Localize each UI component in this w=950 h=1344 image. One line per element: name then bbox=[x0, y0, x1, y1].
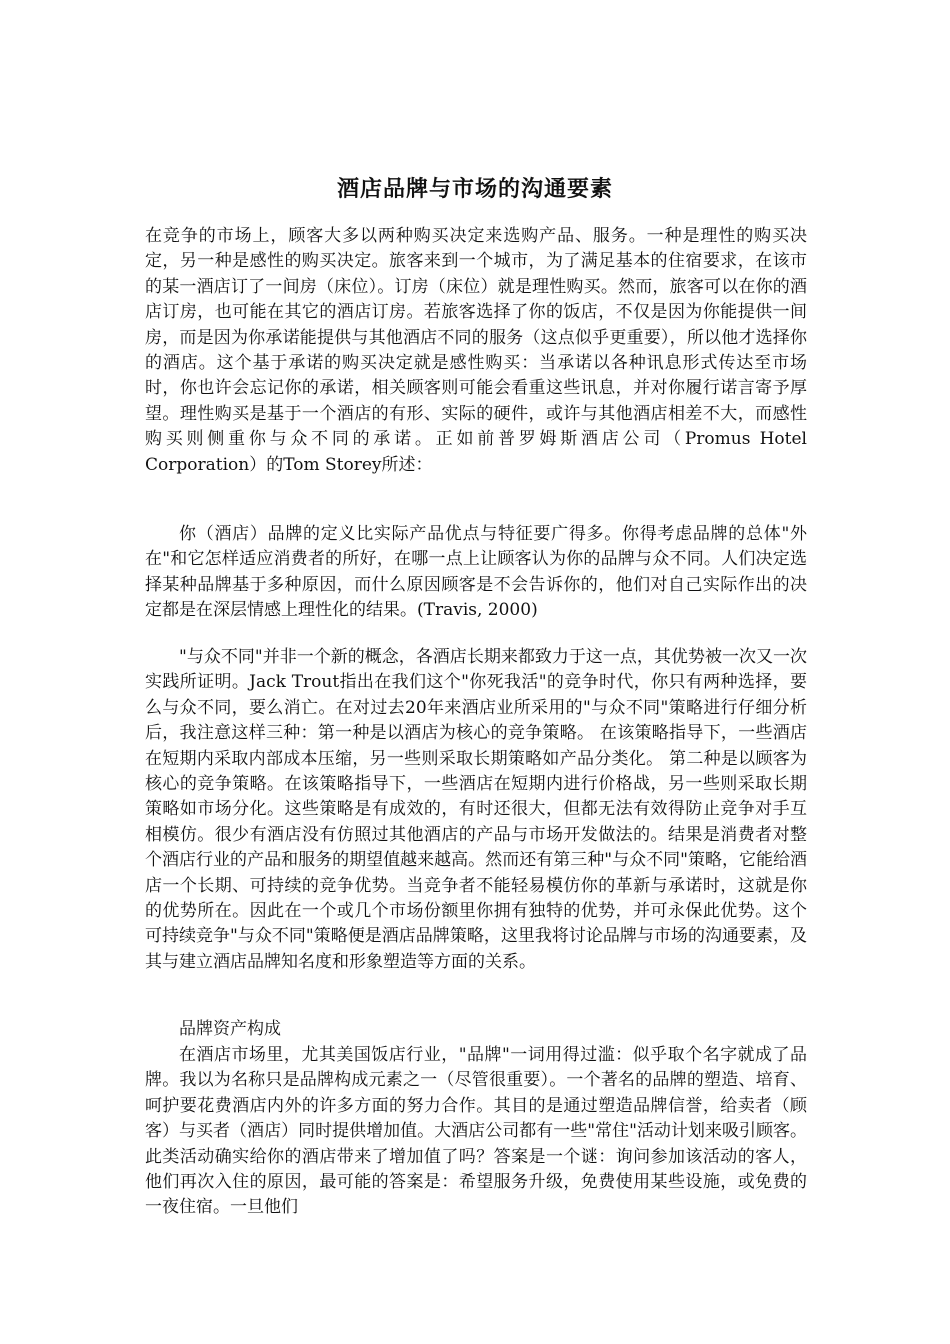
paragraph-differentiation: "与众不同"并非一个新的概念，各酒店长期来都致力于这一点，其优势被一次又一次实践所证明。Jack Trout指出在我们这个"你死我活"的竞争时代，你只有两种选择，要么与众不同，要么消亡。在对过去20年来酒店业所采用的"与众不同"策略进行仔细分析后，我注意这样三种：第一种是以酒店为核心的竞争策略。 在该策略指导下，一些酒店在短期内采取内部成本压缩，另一些则采取长期策略如产品分类化。 第二种是以顾客为核心的竞争策略。在该策略指导下，一些酒店在短期内进行价格战，另一些则采取长期策略如市场分化。这些策略是有成效的，有时还很大，但都无法有效得防止竞争对手互相模仿。很少有酒店没有仿照过其他酒店的产品与市场开发做法的。结果是消费者对整个酒店行业的产品和服务的期望值越来越高。然而还有第三种"与众不同"策略，它能给酒店一个长期、可持续的竞争优势。当竞争者不能轻易模仿你的革新与承诺时，这就是你的优势所在。因此在一个或几个市场份额里你拥有独特的优势，并可永保此优势。这个可持续竞争"与众不同"策略便是酒店品牌策略，这里我将讨论品牌与市场的沟通要素，及其与建立酒店品牌知名度和形象塑造等方面的关系。 bbox=[145, 647, 807, 972]
paragraph-quote: 你（酒店）品牌的定义比实际产品优点与特征要广得多。你得考虑品牌的总体"外在"和它怎样适应消费者的所好，在哪一点上让顾客认为你的品牌与众不同。人们决定选择某种品牌基于多种原因，而什么原因顾客是不会告诉你的，他们对自己实际作出的决定都是在深层情感上理性化的结果。(Travis, 2000) bbox=[145, 524, 807, 621]
section-heading-brand-assets: 品牌资产构成 bbox=[179, 1019, 281, 1039]
document-title: 酒店品牌与市场的沟通要素 bbox=[336, 176, 613, 202]
paragraph-brand-market: 在酒店市场里，尤其美国饭店行业，"品牌"一词用得过滥：似乎取个名字就成了品牌。我以为名称只是品牌构成元素之一（尽管很重要）。一个著名的品牌的塑造、培育、呵护要花费酒店内外的许多方面的努力合作。其目的是通过塑造品牌信誉，给卖者（顾客）与买者（酒店）同时提供增加值。大酒店公司都有一些"常住"活动计划来吸引顾客。此类活动确实给你的酒店带来了增加值了吗？答案是一个谜：询问参加该活动的客人，他们再次入住的原因，最可能的答案是：希望服务升级，免费使用某些设施，或免费的一夜住宿。一旦他们 bbox=[145, 1045, 807, 1218]
paragraph-intro: 在竞争的市场上，顾客大多以两种购买决定来选购产品、服务。一种是理性的购买决定，另一种是感性的购买决定。旅客来到一个城市，为了满足基本的住宿要求，在该市的某一酒店订了一间房（床位）。订房（床位）就是理性购买。然而，旅客可以在你的酒店订房，也可能在其它的酒店订房。若旅客选择了你的饭店，不仅是因为你能提供一间房，而是因为你承诺能提供与其他酒店不同的服务（这点似乎更重要），所以他才选择你的酒店。这个基于承诺的购买决定就是感性购买：当承诺以各种讯息形式传达至市场时，你也许会忘记你的承诺，相关顾客则可能会看重这些讯息，并对你履行诺言寄予厚望。理性购买是基于一个酒店的有形、实际的硬件，或许与其他酒店相差不大，而感性购买则侧重你与众不同的承诺。正如前普罗姆斯酒店公司（Promus Hotel Corporation）的Tom Storey所述： bbox=[145, 226, 807, 475]
